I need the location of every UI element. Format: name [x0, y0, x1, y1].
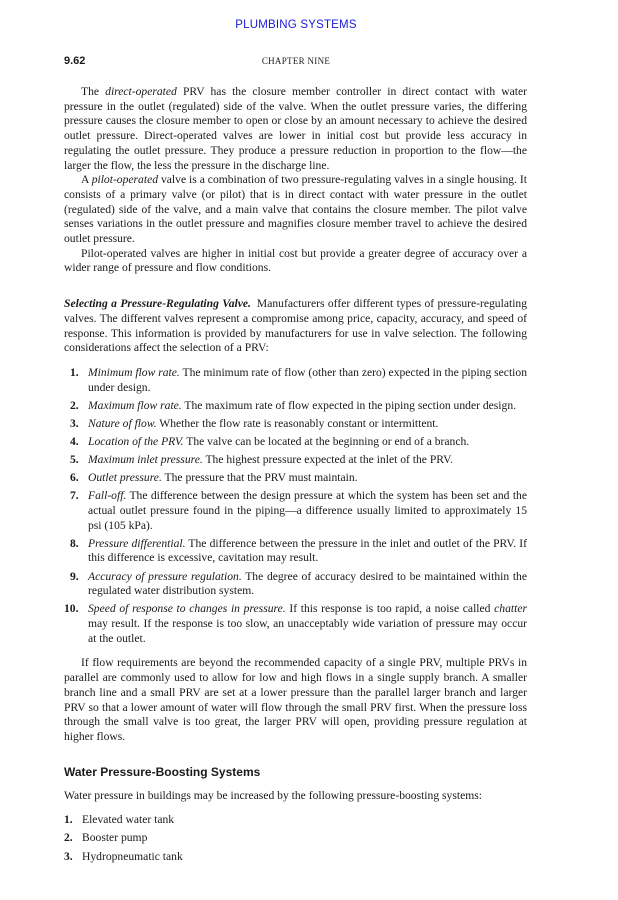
list-item: 3. Nature of flow. Whether the flow rate is reasonably constant or intermittent. — [70, 416, 439, 430]
list-item: 2. Maximum flow rate. The maximum rate of flow expected in the piping section under design. — [70, 398, 517, 412]
paragraph-pilot-cost: Pilot-operated valves are higher in initial cost but provide a greater degree of accuracy over a wider range of pressure and flow conditions. — [64, 246, 527, 275]
section-heading: Water Pressure-Boosting Systems — [64, 764, 261, 779]
page-number: 9.62 — [64, 55, 86, 67]
list-item: 1. Minimum flow rate. The minimum rate of flow (other than zero) expected in the piping section under design. — [70, 365, 527, 394]
body-text — [64, 85, 527, 868]
considerations-list — [64, 366, 527, 646]
paragraph-selecting-prv: Selecting a Pressure-Regulating Valve. Manufacturers offer different types of pressure-regulating valves. The different valves represent a compromise among price, capacity, accuracy, and speed of response. This information is provided by manufacturers for use in valve selection. The following considerations affect the selection of a PRV: — [64, 297, 528, 355]
term-direct-operated: direct-operated — [105, 85, 177, 98]
list-item: 4. Location of the PRV. The valve can be located at the beginning or end of a branch. — [70, 434, 470, 448]
list-item: 6. Outlet pressure. The pressure that the PRV must maintain. — [70, 471, 358, 485]
list-item: 2. Booster pump — [64, 831, 148, 845]
list-item: 8. Pressure differential. The difference between the pressure in the inlet and outlet of the PRV. If this difference is excessive, cavitation may result. — [70, 536, 527, 565]
list-item: 3. Hydropneumatic tank — [64, 849, 183, 863]
list-item: 5. Maximum inlet pressure. The highest pressure expected at the inlet of the PRV. — [70, 453, 453, 467]
running-head: PLUMBING SYSTEMS — [235, 19, 357, 31]
list-item: 9. Accuracy of pressure regulation. The degree of accuracy desired to be maintained within the regulated water distribution system. — [70, 569, 527, 598]
run-in-heading: Selecting a Pressure-Regulating Valve. — [64, 297, 251, 311]
paragraph-direct-operated: The direct-operated PRV has the closure member controller in direct contact with water pressure in the outlet (regulated) side of the valve. When the outlet pressure varies, the differing pressure causes the closure member to open or close by an amount necessary to achieve the desired outlet pressure. Direct-operated valves are lower in initial cost but provide less accuracy in regulating the outlet pressure. They produce a pressure reduction in proportion to the flow—the larger the flow, the less the pressure in the discharge line. — [64, 85, 527, 172]
paragraph-boosting-intro: Water pressure in buildings may be increased by the following pressure-boosting systems: — [64, 789, 482, 803]
list-item: 10. Speed of response to changes in pressure. If this response is too rapid, a noise called chatter may result. If the response is too slow, an unacceptably wide variation of pressure may occur at the outlet. — [64, 602, 527, 645]
list-item: 1. Elevated water tank — [64, 813, 175, 827]
chapter-label: CHAPTER NINE — [261, 56, 331, 66]
paragraph-pilot-operated: A pilot-operated valve is a combination of two pressure-regulating valves in a single housing. It consists of a primary valve (or pilot) that is in direct contact with water pressure in the outlet (regulated) side of the valve, and a main valve that contains the closure member. The pilot valve senses variations in the outlet pressure and magnifies closure member travel to achieve the desired outlet pressure. — [64, 173, 527, 246]
list-item: 7. Fall-off. The difference between the design pressure at which the system has been set and the actual outlet pressure found in the piping—a difference usually limited to approximately 15 psi (105 kPa). — [70, 489, 527, 532]
paragraph-parallel-prvs: If flow requirements are beyond the recommended capacity of a single PRV, multiple PRVs in parallel are commonly used to allow for low and high flows in a single supply branch. A smaller branch line and a small PRV are set at a lower pressure than the parallel larger branch and larger PRV so that a lower amount of water will flow through the small PRV first. When the pressure loss through the small valve is too great, the larger PRV will open, providing pressure regulation at higher flows. — [64, 656, 527, 743]
boosting-list — [64, 813, 527, 864]
term-pilot-operated: pilot-operated — [91, 173, 159, 187]
